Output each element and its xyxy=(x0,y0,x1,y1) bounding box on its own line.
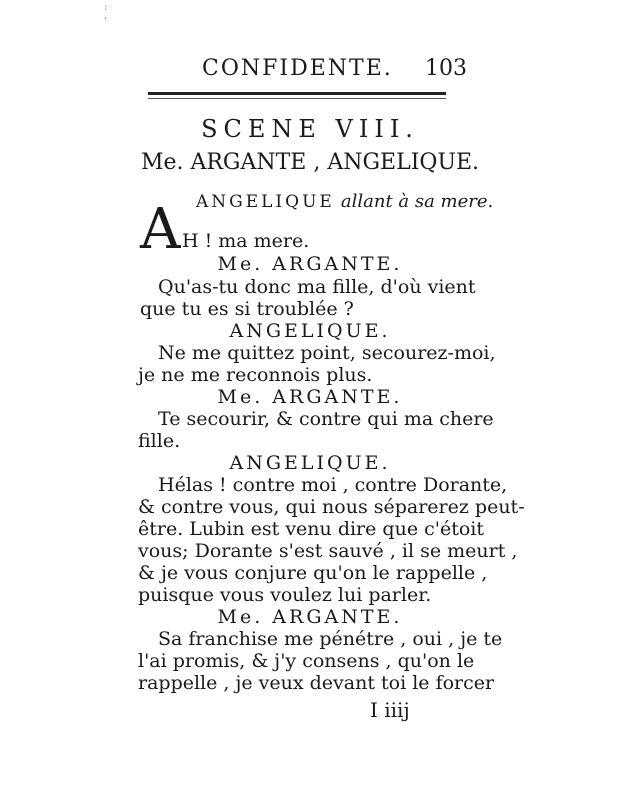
text-line: Qu'as-tu donc ma fille, d'où vient xyxy=(158,276,476,298)
text-line: être. Lubin est venu dire que c'étoit xyxy=(138,518,484,540)
margin-mark: · xyxy=(104,14,108,25)
stage-direction xyxy=(196,190,493,212)
text-line: puisque vous voulez lui parler. xyxy=(138,584,432,606)
speaker-name: ANGELIQUE xyxy=(196,192,335,212)
margin-mark: : xyxy=(104,2,108,13)
header-rule xyxy=(148,92,446,95)
text-line: Sa franchise me pénétre , oui , je te xyxy=(158,628,503,650)
speaker-heading: Me. ARGANTE. xyxy=(217,253,403,275)
drop-cap: A xyxy=(140,197,181,262)
speaker-heading: Me. ARGANTE. xyxy=(217,386,403,408)
speaker-heading: ANGELIQUE. xyxy=(229,452,391,474)
scene-title: SCENE VIII. xyxy=(201,115,419,143)
header-rule-thin xyxy=(148,98,446,99)
signature-mark: I iiij xyxy=(370,698,410,722)
text-line: l'ai promis, & j'y consens , qu'on le xyxy=(138,650,475,672)
text-line: que tu es si troublée ? xyxy=(140,298,354,320)
running-header xyxy=(150,52,467,84)
speaker-heading: Me. ARGANTE. xyxy=(217,606,403,628)
speaker-heading: ANGELIQUE. xyxy=(229,320,391,342)
text-line: rappelle , je veux devant toi le forcer xyxy=(138,672,495,694)
text-line: Te secourir, & contre qui ma chere xyxy=(158,408,494,430)
text-line: je ne me reconnois plus. xyxy=(138,364,373,386)
text-line: & contre vous, qui nous séparerez peut- xyxy=(138,496,525,518)
text-line: H ! ma mere. xyxy=(182,230,310,252)
text-line: fille. xyxy=(138,430,181,452)
stage-action: allant à sa mere. xyxy=(340,191,494,212)
scene-characters: Me. ARGANTE , ANGELIQUE. xyxy=(140,150,480,175)
text-line: vous; Dorante s'est sauvé , il se meurt , xyxy=(138,540,518,562)
page-number: 103 xyxy=(425,56,467,81)
text-line: Hélas ! contre moi , contre Dorante, xyxy=(158,474,508,496)
text-line: & je vous conjure qu'on le rappelle , xyxy=(138,562,488,584)
running-title: CONFIDENTE. xyxy=(202,56,393,81)
text-line: Ne me quittez point, secourez-moi, xyxy=(158,342,496,364)
